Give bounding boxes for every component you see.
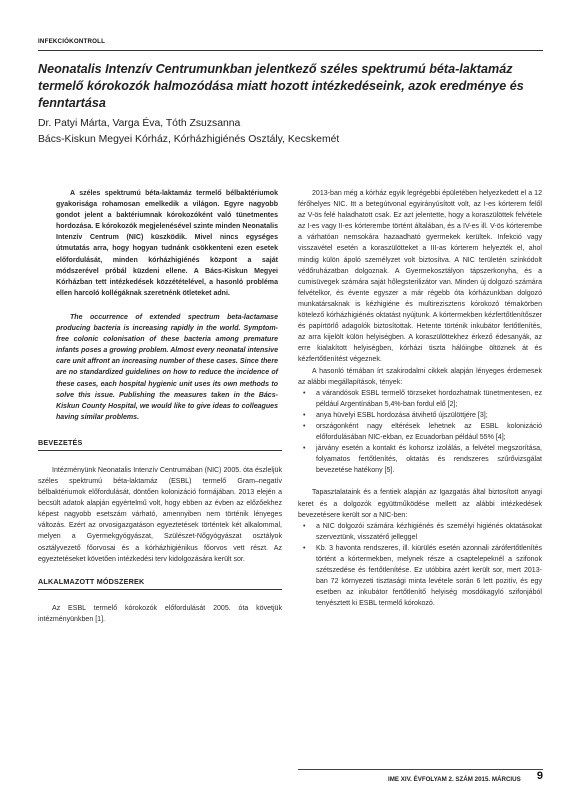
bullet-icon: • — [303, 522, 306, 530]
abstract-hungarian: A széles spektrumú béta-laktamáz termelő bélbaktériumok gyakorisága rohamosan emelkedik a világon. Egyre nagyobb gondot jelent a baktériumnak kórokozóként való tünetmentes hordozása. E kórokozók megjelenésével szinte minden Neonatalis Intenzív Centrum (NIC) küszködik. Mivel nincs egységes útmutatás arra, hogy hogyan tudnánk csökkenteni ezen esetek előfordulását, minden kórházhigiénés központ a saját módszerével próbál küzdeni ellene. A Bács-Kiskun Megyei Kórházban tett intézkedések közzétételével, a hasonló probléma ellen harcoló kollégáknak szeretnénk ötleteket adni. — [56, 190, 278, 297]
section-label: INFEKCIÓKONTROLL — [38, 38, 106, 45]
bullet-icon: • — [303, 411, 306, 419]
bullet-icon: • — [303, 445, 306, 453]
measures-list — [298, 521, 542, 610]
list-item: • a várandósok ESBL termelő törzseket hordozhatnak tünetmentesen, ez például Argentínában 5,4%-ban fordul elő [2]; — [303, 389, 542, 408]
methods-heading: ALKALMAZOTT MÓDSZEREK — [38, 577, 282, 590]
methods-text: Az ESBL termelő kórokozók előfordulását 2005. óta követjük intézményünkben [1]. — [38, 604, 282, 623]
author-affiliation: Bács-Kiskun Megyei Kórház, Kórházhigiénés Osztály, Kecskemét — [38, 133, 340, 145]
list-item: • országonként nagy eltérések lehetnek az ESBL kolonizáció előfordulásában NIC-ekban, ez Ecuadorban például 55% [4]; — [303, 422, 542, 442]
intro-heading: BEVEZETÉS — [38, 438, 282, 451]
author-block — [38, 116, 339, 147]
intro-text: Intézményünk Neonatalis Intenzív Centrumában (NIC) 2005. óta észleljük széles spektrumú béta-laktamáz (ESBL) termelő Gram–negatív bélbaktériumok előfordulását, döntően kolonizáció formájában. 2013 elején a becsült adatok alapján egyértelmű volt, hogy ebben az évben az előzőekhez képest nagyobb esetszám várható, amennyiben nem történik lényeges változás. Ezért az orvosigazgatáson egyeztetések történtek két alkalommal, melyen a Gyermekgyógyászat, Szülészet-Nőgyógyászat osztályok osztályvezető főorvosai és a kórházhigiénikus főorvos vett részt. Az egyeztetéseket követően intézkedési terv kidolgozására került sor. — [38, 466, 282, 563]
literature-findings-list — [298, 388, 542, 477]
ward-description: 2013-ban még a kórház egyik legrégebbi épületében helyezkedett el a 12 férőhelyes NIC. Itt a betegútvonal egyirányúsított volt, az I-es kórterem felől az V-ös felé haladhatott csak. Ez azt jelentette, hogy a koraszülöttek felvétele az I-es vagy II-es kórterembe történt általában, és a IV-es ill. V-ös kórterembe a várhatóan nemsokára hazaadható gyermekek kerültek. Infekció vagy visszavétel esetén a koraszülötteket a III-as kórterem helyezték el, ahol mindig külön ápoló személyzet volt biztosítva. A NIC területén színkódolt védőruházatban dolgoznak. A Gyermekosztályon tápszerkonyha, és a cumisüvegek számára saját hőlegsterilizátor van. Minden új dolgozó számára felvételkor, és évente egyszer a már régebb óta kórházunkban dolgozó munkatársaknak is kézhigiéne és multirezisztens kórokozó témakörben kötelező kórházhigiénés oktatást nyújtunk. A kórtermekben kézfertőtlenítőszer és papírtörlő adagolók biztosítottak. Hetente történik inkubátor fertőtlenítés, az arra kijelölt külön helyiségben. A koraszülöttekhez érkező édesanyák, az erre kialakított helyiségben, kórházi tiszta hálóingbe öltöznek át és kézfertőtlenítést végeznek. — [298, 190, 542, 364]
literature-intro: A hasonló témában írt szakirodalmi cikkek alapján lényeges érdemesek az alábbi megállapítások, tények: — [298, 367, 542, 386]
list-item: • Kb. 3 havonta rendszeres, ill. kiürülés esetén azonnali zárófertőtlenítés történt a kórtermekben, melynek része a csaptelepeknél a szifonok szétszedése és fertőtlenítése. Ez utóbbira azért került sor, mert 2013-ban 72 környezeti tisztasági minta levétele során 6 lett pozitív, és egy esetben az inkubátor fertőtlenítő helyiség mosdókagyló szifonjából tenyésztett ki ESBL termelő kórokozó. — [303, 544, 542, 608]
list-item: • anya hüvelyi ESBL hordozása átvihető újszülöttjére [3]; — [316, 410, 542, 421]
bullet-icon: • — [303, 544, 306, 552]
journal-issue: IME XIV. ÉVFOLYAM 2. SZÁM 2015. MÁRCIUS — [388, 776, 521, 783]
bullet-icon: • — [303, 422, 306, 430]
author-names: Dr. Patyi Márta, Varga Éva, Tóth Zsuzsanna — [38, 118, 241, 129]
abstract-english: The occurrence of extended spectrum beta-lactamase producing bacteria is increasing rapidly in the world. Symptom-free colonic colonisation of these bacteria among premature infants poses a growing problem. Almost every neonatal intensive care unit affront an increasing number of these cases. Since there are no standardized guidelines on how to reduce the incidence of these cases, each hospital hygienic unit uses its own methods to solve this issue. Publishing the measures taken in the Bács-Kiskun County Hospital, we would like to give ideas to colleagues having similar problems. — [56, 313, 278, 421]
list-item: • a NIC dolgozói számára kézhigiénés és személyi higiénés oktatásokat szerveztünk, visszatérő jelleggel — [303, 522, 542, 541]
left-column — [38, 188, 282, 625]
page-number: 9 — [536, 770, 543, 782]
article-title: Neonatalis Intenzív Centrumunkban jelentkező széles spektrumú béta-laktamáz termelő kórokozók halmozódása miatt hozott intézkedéseink, azok eredménye és fenntartása — [38, 62, 524, 110]
measures-intro: Tapasztalataink és a fentiek alapján az Igazgatás által biztosított anyagi keret és a dolgozók együttműködése mellett az alábbi intézkedések bevezetésere került sor a NIC-ben: — [298, 489, 542, 519]
right-column — [298, 188, 542, 609]
footer-rule — [298, 769, 543, 770]
bullet-icon: • — [303, 389, 306, 397]
header-rule — [38, 50, 543, 51]
list-item: • járvány esetén a kontakt és kohorsz izolálás, a felvétel megszorítása, folyamatos fertőtlenítés, oktatás és rendszeres szűrővizsgálat bevezetése hatékony [5]. — [303, 445, 542, 475]
